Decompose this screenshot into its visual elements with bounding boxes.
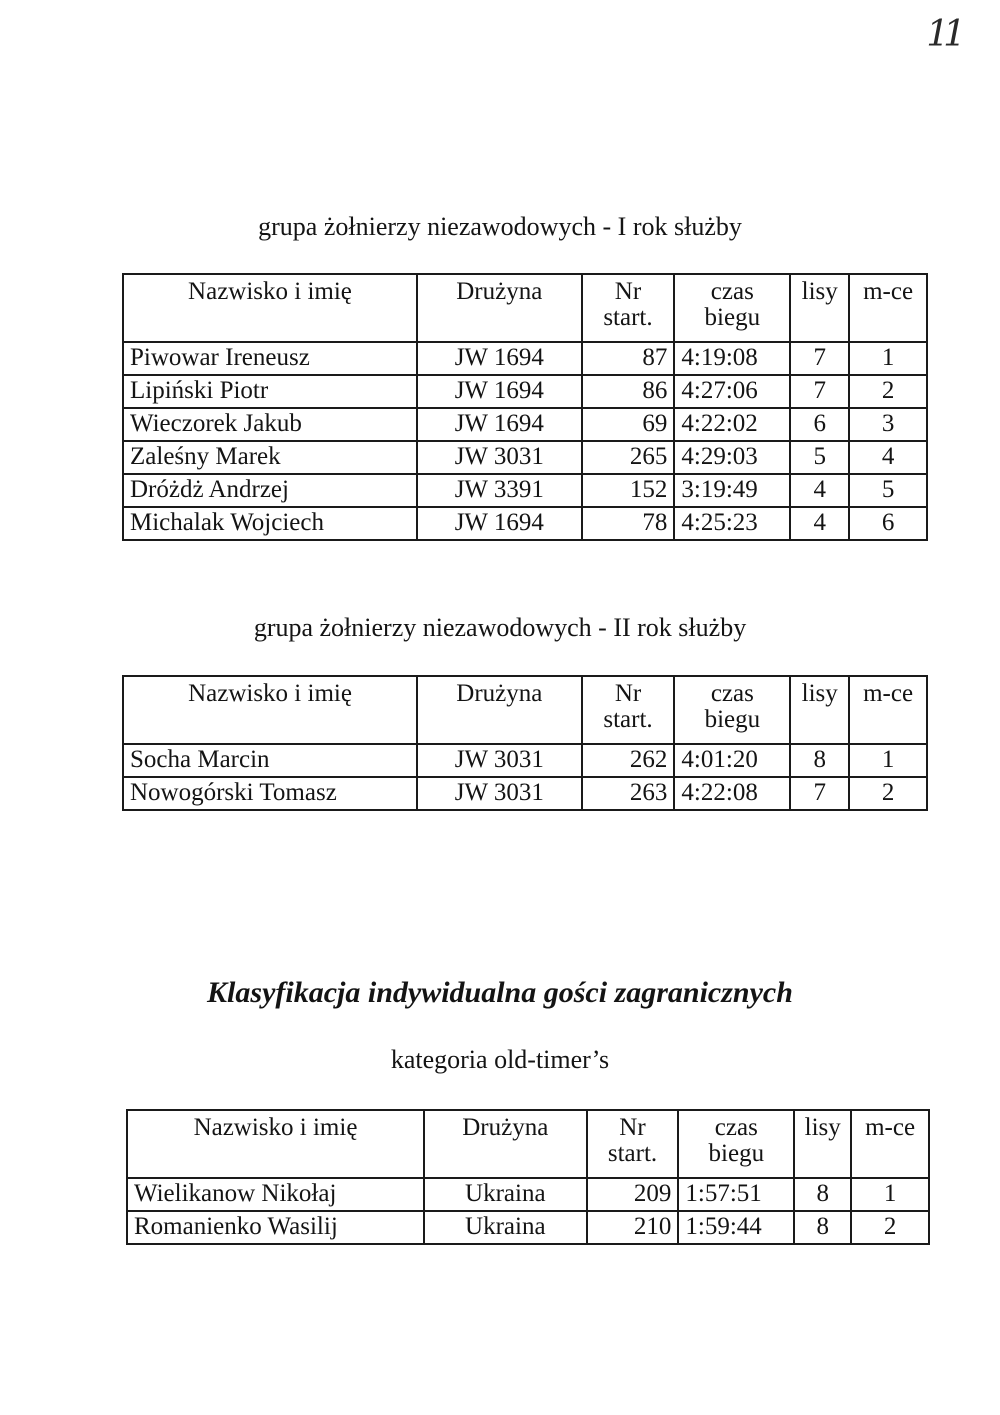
header-name: Nazwisko i imię bbox=[123, 676, 417, 744]
cell-team: JW 3391 bbox=[417, 474, 582, 507]
cell-run-time: 4:19:08 bbox=[674, 342, 790, 375]
header-run-time: czas biegu bbox=[674, 274, 790, 342]
table-row bbox=[123, 474, 927, 507]
header-team: Drużyna bbox=[424, 1110, 587, 1178]
header-foxes: lisy bbox=[794, 1110, 851, 1178]
cell-run-time: 4:22:02 bbox=[674, 408, 790, 441]
cell-run-time: 4:25:23 bbox=[674, 507, 790, 540]
cell-place: 6 bbox=[849, 507, 927, 540]
cell-foxes: 8 bbox=[794, 1178, 851, 1211]
cell-start-number: 78 bbox=[582, 507, 675, 540]
table-row bbox=[127, 1178, 929, 1211]
cell-name: Dróżdż Andrzej bbox=[123, 474, 417, 507]
cell-start-number: 263 bbox=[582, 777, 675, 810]
cell-place: 2 bbox=[849, 777, 927, 810]
table-row bbox=[123, 507, 927, 540]
cell-foxes: 7 bbox=[790, 777, 849, 810]
cell-team: JW 1694 bbox=[417, 375, 582, 408]
cell-foxes: 5 bbox=[790, 441, 849, 474]
header-name: Nazwisko i imię bbox=[127, 1110, 424, 1178]
header-foxes: lisy bbox=[790, 274, 849, 342]
cell-place: 2 bbox=[851, 1211, 929, 1244]
header-foxes: lisy bbox=[790, 676, 849, 744]
cell-foxes: 7 bbox=[790, 342, 849, 375]
results-table-year2 bbox=[122, 675, 928, 811]
cell-team: JW 3031 bbox=[417, 441, 582, 474]
cell-foxes: 4 bbox=[790, 474, 849, 507]
cell-run-time: 3:19:49 bbox=[674, 474, 790, 507]
header-place: m-ce bbox=[849, 676, 927, 744]
cell-place: 2 bbox=[849, 375, 927, 408]
cell-place: 5 bbox=[849, 474, 927, 507]
table-row bbox=[123, 342, 927, 375]
table-row bbox=[123, 408, 927, 441]
cell-start-number: 210 bbox=[587, 1211, 679, 1244]
section1-caption: grupa żołnierzy niezawodowych - I rok służby bbox=[258, 212, 742, 241]
table-row bbox=[123, 375, 927, 408]
foreign-guests-heading: Klasyfikacja indywidualna gości zagranicznych bbox=[207, 976, 793, 1009]
table-row bbox=[123, 441, 927, 474]
table-header-row bbox=[127, 1110, 929, 1178]
results-table-year1 bbox=[122, 273, 928, 541]
cell-run-time: 1:57:51 bbox=[678, 1178, 794, 1211]
cell-name: Socha Marcin bbox=[123, 744, 417, 777]
cell-foxes: 8 bbox=[790, 744, 849, 777]
cell-name: Piwowar Ireneusz bbox=[123, 342, 417, 375]
cell-start-number: 152 bbox=[582, 474, 675, 507]
cell-foxes: 4 bbox=[790, 507, 849, 540]
header-run-time: czas biegu bbox=[678, 1110, 794, 1178]
cell-foxes: 7 bbox=[790, 375, 849, 408]
header-start-number: Nr start. bbox=[587, 1110, 679, 1178]
cell-place: 3 bbox=[849, 408, 927, 441]
old-timers-caption: kategoria old-timer’s bbox=[390, 1045, 610, 1074]
cell-start-number: 87 bbox=[582, 342, 675, 375]
header-name: Nazwisko i imię bbox=[123, 274, 417, 342]
header-start-number: Nr start. bbox=[582, 274, 675, 342]
table-header-row bbox=[123, 676, 927, 744]
cell-name: Zaleśny Marek bbox=[123, 441, 417, 474]
cell-run-time: 4:27:06 bbox=[674, 375, 790, 408]
header-place: m-ce bbox=[851, 1110, 929, 1178]
cell-foxes: 6 bbox=[790, 408, 849, 441]
cell-name: Lipiński Piotr bbox=[123, 375, 417, 408]
cell-name: Nowogórski Tomasz bbox=[123, 777, 417, 810]
section2-caption: grupa żołnierzy niezawodowych - II rok służby bbox=[253, 613, 747, 642]
header-team: Drużyna bbox=[417, 676, 582, 744]
header-run-time: czas biegu bbox=[674, 676, 790, 744]
cell-team: JW 3031 bbox=[417, 777, 582, 810]
table-row bbox=[123, 777, 927, 810]
header-place: m-ce bbox=[849, 274, 927, 342]
cell-team: JW 1694 bbox=[417, 342, 582, 375]
cell-start-number: 69 bbox=[582, 408, 675, 441]
table-row bbox=[123, 744, 927, 777]
cell-team: Ukraina bbox=[424, 1211, 587, 1244]
cell-start-number: 209 bbox=[587, 1178, 679, 1211]
cell-team: JW 1694 bbox=[417, 507, 582, 540]
cell-name: Wielikanow Nikołaj bbox=[127, 1178, 424, 1211]
cell-run-time: 1:59:44 bbox=[678, 1211, 794, 1244]
cell-start-number: 265 bbox=[582, 441, 675, 474]
cell-name: Wieczorek Jakub bbox=[123, 408, 417, 441]
cell-place: 1 bbox=[849, 342, 927, 375]
cell-run-time: 4:01:20 bbox=[674, 744, 790, 777]
header-team: Drużyna bbox=[417, 274, 582, 342]
cell-place: 1 bbox=[851, 1178, 929, 1211]
cell-place: 1 bbox=[849, 744, 927, 777]
cell-team: Ukraina bbox=[424, 1178, 587, 1211]
cell-place: 4 bbox=[849, 441, 927, 474]
table-row bbox=[127, 1211, 929, 1244]
header-start-number: Nr start. bbox=[582, 676, 675, 744]
table-header-row bbox=[123, 274, 927, 342]
cell-foxes: 8 bbox=[794, 1211, 851, 1244]
cell-team: JW 3031 bbox=[417, 744, 582, 777]
cell-name: Romanienko Wasilij bbox=[127, 1211, 424, 1244]
cell-start-number: 86 bbox=[582, 375, 675, 408]
cell-run-time: 4:22:08 bbox=[674, 777, 790, 810]
cell-start-number: 262 bbox=[582, 744, 675, 777]
results-table-old-timers bbox=[126, 1109, 930, 1245]
cell-name: Michalak Wojciech bbox=[123, 507, 417, 540]
page-number: 11 bbox=[926, 14, 960, 55]
cell-run-time: 4:29:03 bbox=[674, 441, 790, 474]
cell-team: JW 1694 bbox=[417, 408, 582, 441]
